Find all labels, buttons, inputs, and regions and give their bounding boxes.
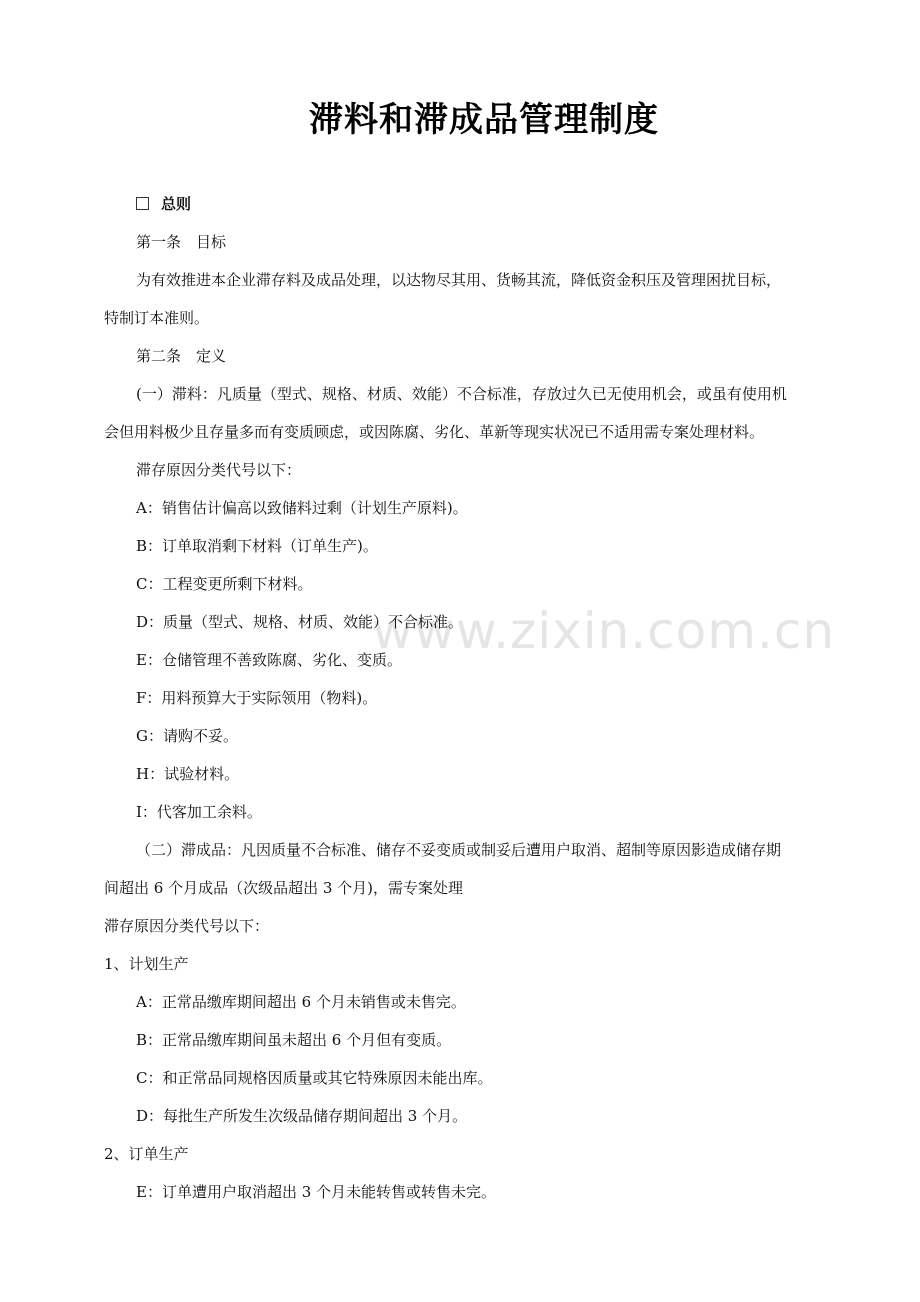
subsection-heading: 1、计划生产 (104, 955, 189, 973)
paragraph-line: 会但用料极少且存量多而有变质顾虑，或因陈腐、劣化、革新等现实状况已不适用需专案处理材料。 (104, 423, 765, 441)
checkbox-icon (136, 197, 149, 210)
list-item: F：用料预算大于实际领用（物料)。 (136, 689, 378, 707)
list-item: A：正常品缴库期间超出 6 个月未销售或未售完。 (136, 993, 466, 1011)
list-item: G：请购不妥。 (136, 727, 238, 745)
list-heading: 滞存原因分类代号以下： (136, 461, 302, 479)
page-title: 滞料和滞成品管理制度 (309, 100, 659, 140)
paragraph-line: (一）滞料：凡质量（型式、规格、材质、效能）不合标准，存放过久已无使用机会，或虽有使用机 (136, 385, 787, 403)
list-item: E：仓储管理不善致陈腐、劣化、变质。 (136, 651, 402, 669)
paragraph-line: 为有效推进本企业滞存料及成品处理，以达物尽其用、货畅其流，降低资金积压及管理困扰目标， (136, 271, 782, 289)
list-item: C：和正常品同规格因质量或其它特殊原因未能出库。 (136, 1069, 493, 1087)
list-item: D：每批生产所发生次级品储存期间超出 3 个月。 (136, 1107, 468, 1125)
article-2-heading: 第二条 定义 (136, 347, 227, 365)
list-item: D：质量（型式、规格、材质、效能）不合标准。 (136, 613, 464, 631)
watermark: www.zixin.com.cn (372, 602, 836, 660)
section-heading (136, 194, 191, 214)
article-1-heading: 第一条 目标 (136, 233, 227, 251)
section-heading-text: 总则 (161, 195, 192, 213)
list-heading: 滞存原因分类代号以下： (104, 917, 270, 935)
list-item: C：工程变更所剩下材料。 (136, 575, 313, 593)
paragraph-line: 特制订本准则。 (104, 309, 210, 327)
list-item: E：订单遭用户取消超出 3 个月未能转售或转售未完。 (136, 1183, 497, 1201)
list-item: H：试验材料。 (136, 765, 240, 783)
paragraph-line: （二）滞成品：凡因质量不合标准、储存不妥变质或制妥后遭用户取消、超制等原因影造成储存期 (136, 841, 782, 859)
list-item: I：代客加工余料。 (136, 803, 262, 821)
subsection-heading: 2、订单生产 (104, 1145, 189, 1163)
list-item: B：订单取消剩下材料（订单生产)。 (136, 537, 378, 555)
list-item: A：销售估计偏高以致储料过剩（计划生产原料)。 (136, 499, 468, 517)
paragraph-line: 间超出 6 个月成品（次级品超出 3 个月)，需专案处理 (104, 879, 464, 897)
list-item: B：正常品缴库期间虽未超出 6 个月但有变质。 (136, 1031, 452, 1049)
